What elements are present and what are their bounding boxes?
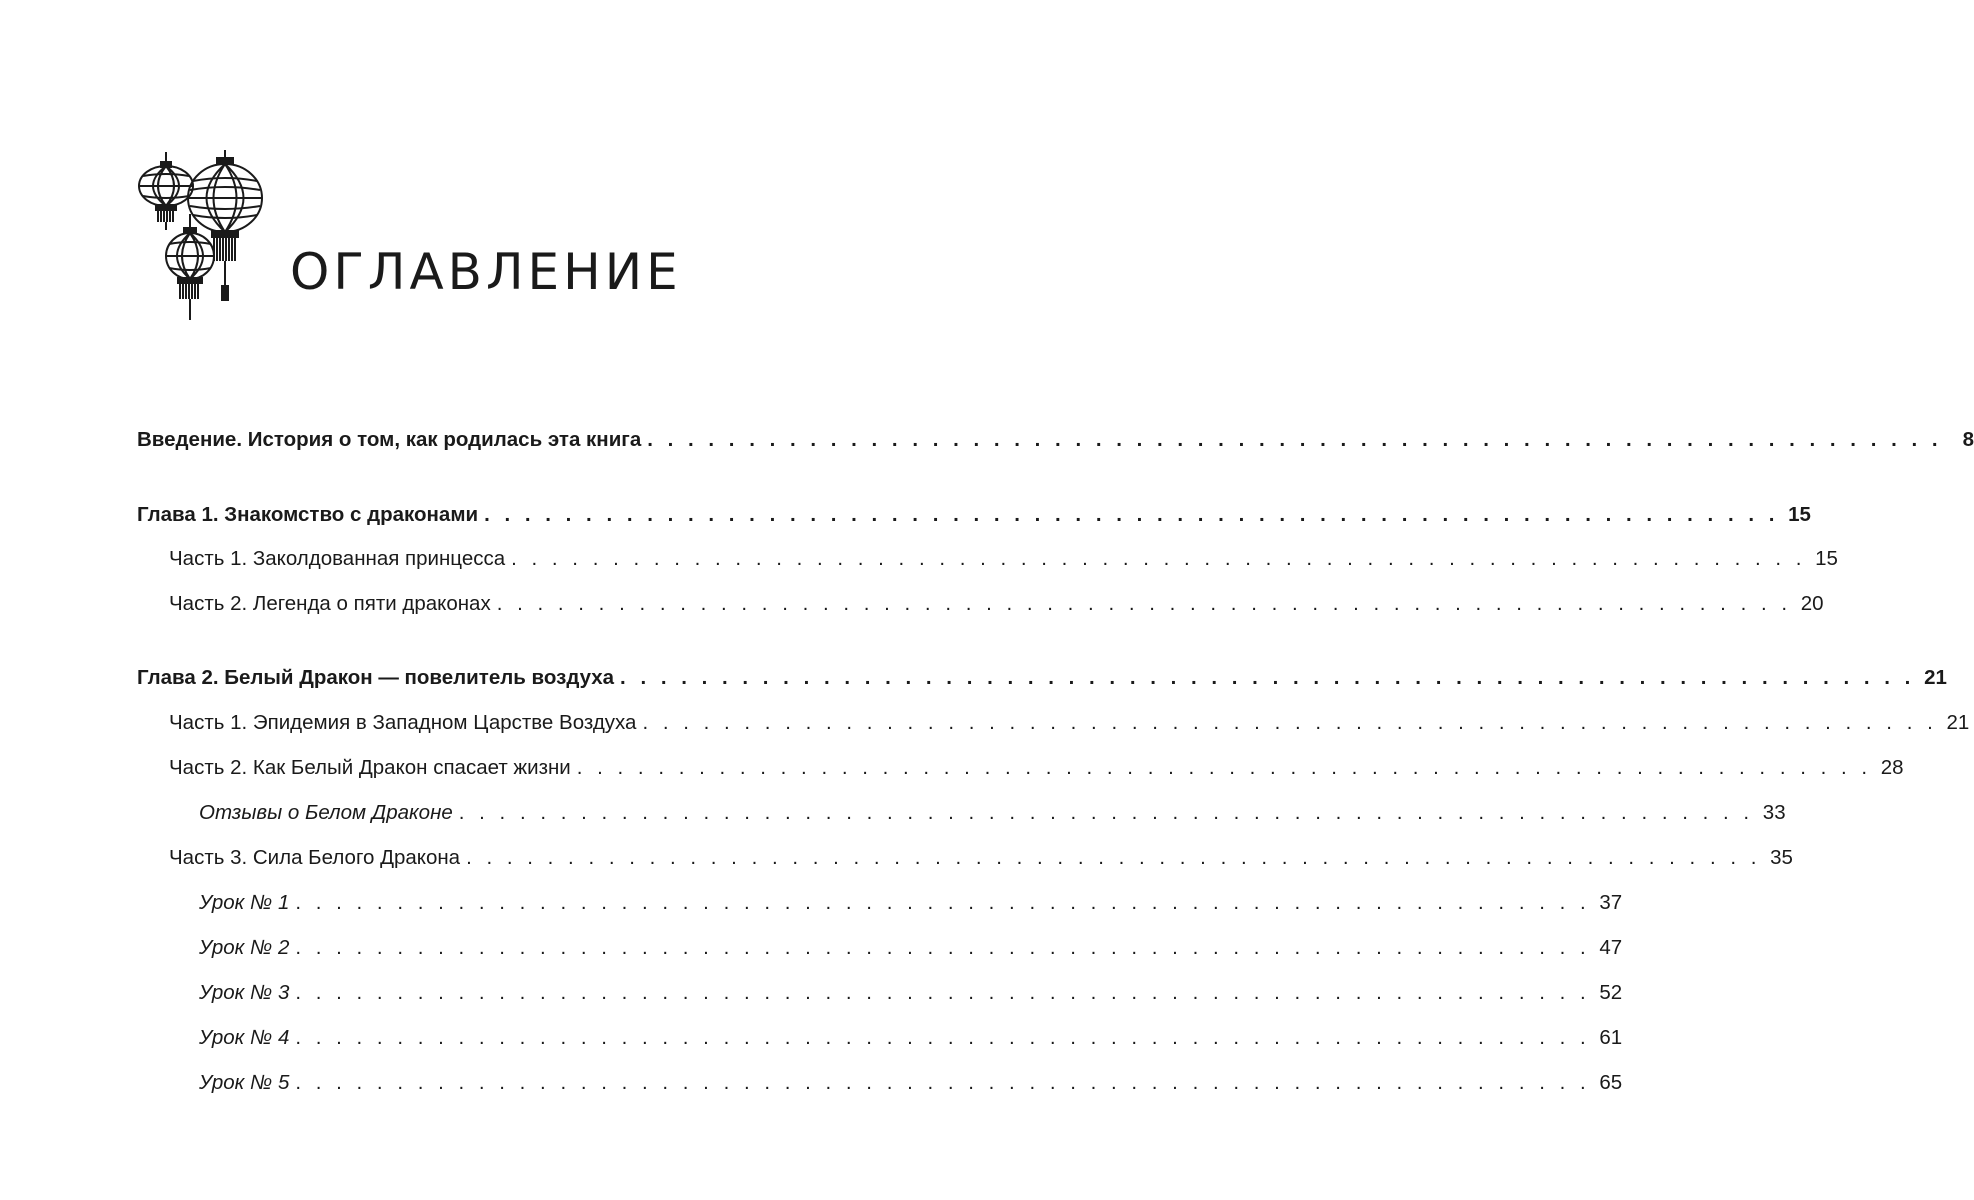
toc-entry-ch1-part-1[interactable] [169, 542, 1838, 576]
toc-entry-lesson-5[interactable] [199, 1066, 1623, 1100]
toc-page-number: 47 [1599, 936, 1623, 959]
toc-page-number: 61 [1599, 1026, 1623, 1049]
toc-leader-dots: . . . . . . . . . . . . . . . . . . . . . . . . . . . . . . . . . . . . . . . . . . . . . . . . . . . . . . . . . . . . . . . . [647, 428, 1943, 451]
toc-leader-dots: . . . . . . . . . . . . . . . . . . . . . . . . . . . . . . . . . . . . . . . . . . . . . . . . . . . . . . . . . . . . . . . . [295, 981, 1591, 1004]
toc-entry-label: Глава 2. Белый Дракон — повелитель воздуха [137, 666, 615, 689]
toc-leader-dots: . . . . . . . . . . . . . . . . . . . . . . . . . . . . . . . . . . . . . . . . . . . . . . . . . . . . . . . . . . . . . . . . [484, 503, 1779, 526]
toc-page-number: 33 [1762, 801, 1786, 824]
toc-leader-dots: . . . . . . . . . . . . . . . . . . . . . . . . . . . . . . . . . . . . . . . . . . . . . . . . . . . . . . . . . . . . . . . . [458, 801, 1754, 824]
toc-entry-label: Часть 2. Легенда о пяти драконах [169, 592, 491, 615]
toc-entry-reviews[interactable] [199, 796, 1786, 830]
toc-page-number: 15 [1815, 547, 1838, 570]
toc-entry-lesson-1[interactable] [199, 886, 1623, 920]
toc-leader-dots: . . . . . . . . . . . . . . . . . . . . . . . . . . . . . . . . . . . . . . . . . . . . . . . . . . . . . . . . . . . . . . . . [295, 1071, 1591, 1094]
toc-page-number: 21 [1946, 711, 1970, 734]
page-title: ОГЛАВЛЕНИЕ [290, 242, 682, 301]
toc-page-number: 15 [1788, 503, 1811, 526]
toc-entry-lesson-2[interactable] [199, 931, 1623, 965]
toc-page-number: 21 [1924, 666, 1947, 689]
toc-entry-label: Глава 1. Знакомство с драконами [137, 503, 479, 526]
toc-page-number: 8 [1962, 428, 1974, 451]
toc-leader-dots: . . . . . . . . . . . . . . . . . . . . . . . . . . . . . . . . . . . . . . . . . . . . . . . . . . . . . . . . . . . . . . . . [295, 936, 1591, 959]
toc-leader-dots: . . . . . . . . . . . . . . . . . . . . . . . . . . . . . . . . . . . . . . . . . . . . . . . . . . . . . . . . . . . . . . . . [576, 756, 1872, 779]
toc-entry-ch2-part-2[interactable] [169, 751, 1904, 785]
toc-entry-label: Отзывы о Белом Драконе [199, 801, 453, 824]
toc-entry-introduction[interactable] [137, 423, 1974, 457]
toc-entry-chapter-1[interactable] [137, 498, 1811, 532]
toc-page-number: 28 [1880, 756, 1904, 779]
toc-leader-dots: . . . . . . . . . . . . . . . . . . . . . . . . . . . . . . . . . . . . . . . . . . . . . . . . . . . . . . . . . . . . . . . . [295, 891, 1591, 914]
toc-entry-label: Часть 2. Как Белый Дракон спасает жизни [169, 756, 571, 779]
toc-entry-ch2-part-1[interactable] [169, 706, 1970, 740]
toc-entry-label: Часть 3. Сила Белого Дракона [169, 846, 461, 869]
toc-entry-ch1-part-2[interactable] [169, 587, 1824, 621]
toc-entry-label: Часть 1. Эпидемия в Западном Царстве Воздуха [169, 711, 637, 734]
toc-page-number: 20 [1800, 592, 1824, 615]
toc-leader-dots: . . . . . . . . . . . . . . . . . . . . . . . . . . . . . . . . . . . . . . . . . . . . . . . . . . . . . . . . . . . . . . . . [511, 547, 1806, 570]
toc-entry-lesson-3[interactable] [199, 976, 1623, 1010]
toc-entry-label: Урок № 5 [199, 1071, 290, 1094]
toc-entry-chapter-2[interactable] [137, 661, 1947, 695]
toc-entry-label: Введение. История о том, как родилась эта книга [137, 428, 642, 451]
toc-entry-label: Урок № 4 [199, 1026, 290, 1049]
toc-page-number: 52 [1599, 981, 1623, 1004]
toc-leader-dots: . . . . . . . . . . . . . . . . . . . . . . . . . . . . . . . . . . . . . . . . . . . . . . . . . . . . . . . . . . . . . . . . [295, 1026, 1591, 1049]
toc-leader-dots: . . . . . . . . . . . . . . . . . . . . . . . . . . . . . . . . . . . . . . . . . . . . . . . . . . . . . . . . . . . . . . . . [496, 592, 1792, 615]
toc-entry-label: Урок № 2 [199, 936, 290, 959]
toc-entry-label: Урок № 3 [199, 981, 290, 1004]
toc-entry-ch2-part-3[interactable] [169, 841, 1793, 875]
toc-leader-dots: . . . . . . . . . . . . . . . . . . . . . . . . . . . . . . . . . . . . . . . . . . . . . . . . . . . . . . . . . . . . . . . . [466, 846, 1761, 869]
toc-entry-lesson-4[interactable] [199, 1021, 1623, 1055]
toc-leader-dots: . . . . . . . . . . . . . . . . . . . . . . . . . . . . . . . . . . . . . . . . . . . . . . . . . . . . . . . . . . . . . . . . [620, 666, 1915, 689]
toc-page-number: 37 [1599, 891, 1623, 914]
toc-entry-label: Урок № 1 [199, 891, 290, 914]
toc-page-number: 65 [1599, 1071, 1623, 1094]
toc-leader-dots: . . . . . . . . . . . . . . . . . . . . . . . . . . . . . . . . . . . . . . . . . . . . . . . . . . . . . . . . . . . . . . . . [642, 711, 1938, 734]
toc-page-number: 35 [1770, 846, 1793, 869]
toc-entry-label: Часть 1. Заколдованная принцесса [169, 547, 506, 570]
